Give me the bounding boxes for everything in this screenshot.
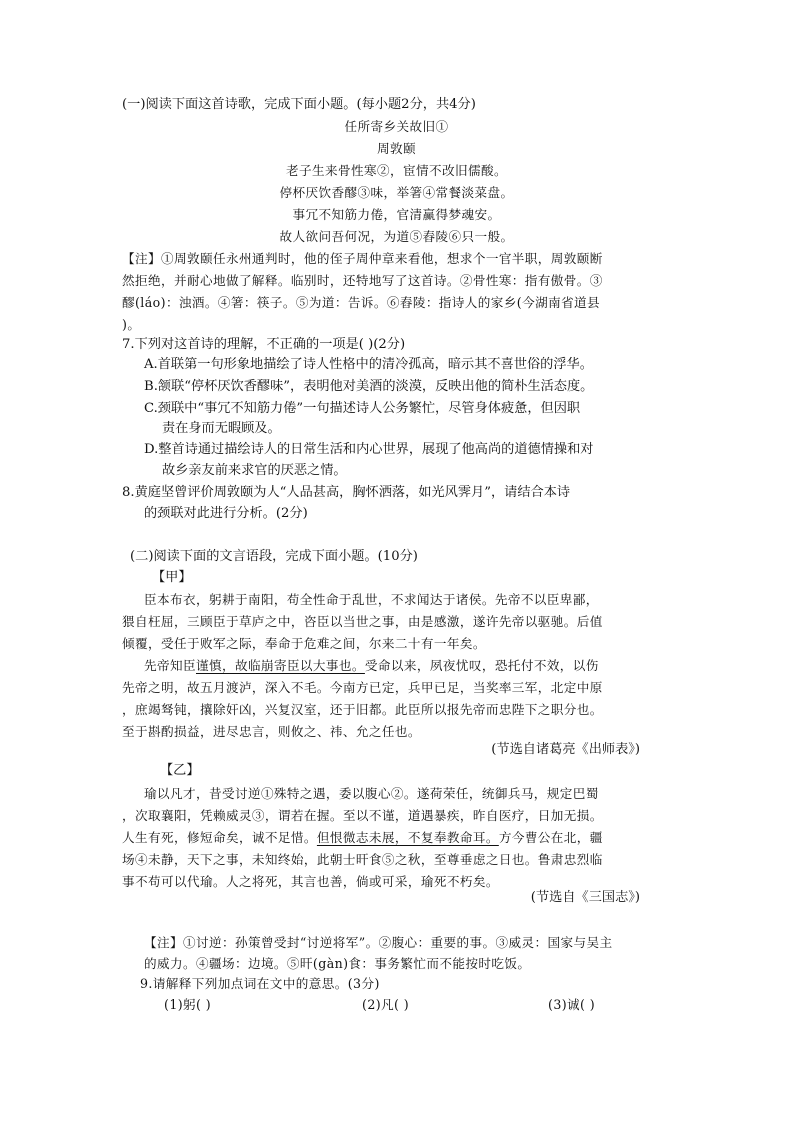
yi-note-line: 的威力。④疆场：边境。⑤旰(gàn)食：事务繁忙而不能按时吃饭。 [144, 956, 531, 971]
jia-p2-prefix: 先帝知臣 [144, 658, 196, 673]
yi-line3-suffix: 方今曹公在北，疆 [498, 830, 603, 845]
jia-line: 倾覆，受任于败军之际，奉命于危难之间，尔来二十有一年矣。 [122, 636, 486, 651]
jia-line: 臣本布衣，躬耕于南阳，苟全性命于乱世，不求闻达于诸侯。先帝不以臣卑鄙， [144, 592, 599, 607]
jia-p2-underline: 谨慎，故临崩寄臣以大事也。 [195, 658, 365, 673]
poem-author: 周敦颐 [377, 141, 416, 156]
poem-note-line: 醪(láo)：浊酒。④箸：筷子。⑤为道：告诉。⑥舂陵：指诗人的家乡(今湖南省道县 [122, 295, 601, 310]
jia-line: 先帝之明，故五月渡泸，深入不毛。今南方已定，兵甲已足，当奖率三军，北定中原 [122, 680, 603, 695]
yi-note-line: 【注】①讨逆：孙策曾受封“讨逆将军”。②腹心：重要的事。③威灵：国家与吴主 [144, 935, 613, 950]
jia-line: ，庶竭驽钝，攘除奸凶，兴复汉室，还于旧都。此臣所以报先帝而忠陛下之职分也。 [122, 702, 603, 717]
section2-header: (二)阅读下面的文言语段，完成下面小题。(10分) [130, 549, 418, 564]
yi-line: ，次取襄阳，凭赖威灵③，谓若在握。至以不谨，道遇暴疾，昨自医疗，日加无损。 [122, 808, 603, 823]
jia-line: 至于斟酌损益，进尽忠言，则攸之、祎、允之任也。 [122, 724, 421, 739]
q8-line: 的颈联对此进行分析。(2分) [144, 506, 308, 521]
q7-stem: 7.下列对这首诗的理解，不正确的一项是( )(2分) [122, 337, 406, 352]
jia-line-underlined [144, 657, 599, 675]
yi-line: 瑜以凡才，昔受讨逆①殊特之遇，委以腹心②。遂荷荣任，统御兵马，规定巴蜀 [144, 786, 599, 801]
yi-line: 事不苟可以代瑜。人之将死，其言也善，倘或可采，瑜死不朽矣。 [122, 874, 499, 889]
yi-source: (节选自《三国志》) [530, 890, 640, 905]
q7-option-c: C.颈联中“事冗不知筋力倦”一句描述诗人公务繁忙，尽管身体疲惫，但因职 [144, 401, 581, 416]
jia-p2-suffix: 受命以来，夙夜忧叹，恐托付不效，以伤 [364, 658, 599, 673]
yi-label: 【乙】 [160, 763, 200, 778]
q9-item-2: (2)凡( ) [362, 997, 410, 1012]
section1-header: (一)阅读下面这首诗歌，完成下面小题。(每小题2分，共4分) [122, 97, 476, 112]
yi-line3-prefix: 人生有死，修短命矣，诚不足惜。 [122, 830, 317, 845]
poem-line: 老子生来骨性寒②，宦情不改旧儒酸。 [286, 163, 507, 178]
yi-line-underlined [122, 829, 603, 847]
jia-label: 【甲】 [152, 570, 192, 585]
q8-line: 8.黄庭坚曾评价周敦颐为人“人品甚高，胸怀洒落，如光风霁月”，请结合本诗 [122, 485, 571, 500]
jia-source: (节选自诸葛亮《出师表》) [491, 742, 640, 757]
q7-option-a: A.首联第一句形象地描绘了诗人性格中的清冷孤高，暗示其不喜世俗的浮华。 [144, 357, 593, 372]
q9-stem: 9.请解释下列加点词在文中的意思。(3分) [140, 976, 380, 991]
poem-note-line: 然拒绝，并耐心地做了解释。临别时，还特地写了这首诗。②骨性寒：指有傲骨。③ [122, 273, 603, 288]
poem-line: 故人欲问吾何况，为道⑤舂陵⑥只一般。 [279, 229, 514, 244]
q7-option-b: B.颔联“停杯厌饮香醪味”，表明他对美酒的淡漠，反映出他的简朴生活态度。 [144, 379, 594, 394]
q7-option-d: D.整首诗通过描绘诗人的日常生活和内心世界，展现了他高尚的道德情操和对 [144, 442, 594, 457]
q7-option-d-cont: 故乡亲友前来求官的厌恶之情。 [162, 463, 347, 478]
jia-line: 猥自枉屈，三顾臣于草庐之中，咨臣以当世之事，由是感激，遂许先帝以驱驰。后值 [122, 614, 603, 629]
poem-note-line: )。 [122, 317, 141, 332]
poem-title: 任所寄乡关故旧① [344, 119, 449, 134]
q9-item-1: (1)躬( ) [164, 997, 212, 1012]
poem-line: 停杯厌饮香醪③味，举箸④常餐淡菜盘。 [279, 185, 514, 200]
poem-line: 事冗不知筋力倦，官清赢得梦魂安。 [292, 207, 501, 222]
yi-line: 场④未静，天下之事，未知终始，此朝士旰食⑤之秋，至尊垂虑之日也。鲁肃忠烈临 [122, 852, 603, 867]
q9-item-3: (3)诚( ) [548, 997, 596, 1012]
q7-option-c-cont: 责在身而无暇顾及。 [162, 421, 281, 436]
poem-note-line: 【注】①周敦颐任永州通判时，他的侄子周仲章来看他，想求个一官半职，周敦颐断 [122, 251, 603, 266]
yi-line3-underline: 但恨微志未展，不复奉教命耳。 [316, 830, 499, 845]
